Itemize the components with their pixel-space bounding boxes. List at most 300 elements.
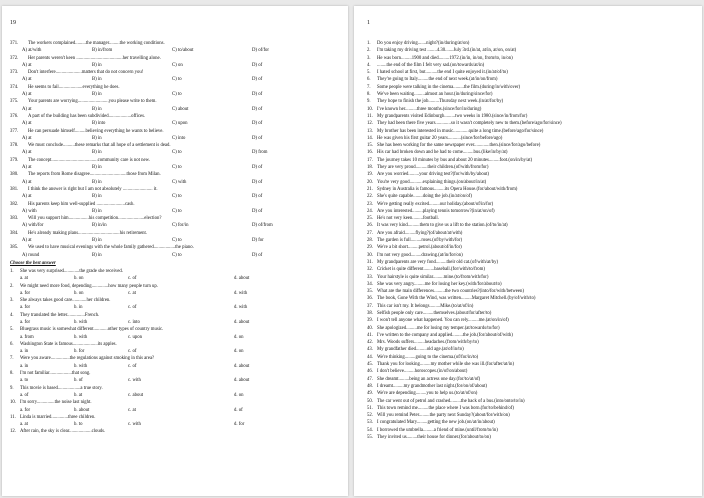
question-number: 53. (367, 420, 373, 426)
answer-option: a. for (20, 319, 31, 325)
question-text: He's not very keen.........football. (377, 216, 439, 222)
question-text: My grandfather died.........old age.(at/of/in/to) (377, 347, 464, 353)
question-number: 5. (367, 70, 371, 76)
question-row (367, 128, 697, 135)
answer-option: D) of (252, 121, 263, 127)
answer-options (10, 392, 344, 399)
question-row (367, 171, 697, 178)
question-number: 31. (367, 259, 373, 265)
question-number: 1. (367, 41, 371, 46)
question-row (10, 399, 344, 406)
question-text: We're are depending.........you to help us.(to/at/of/on) (377, 391, 478, 397)
question-row (367, 419, 697, 426)
question-text: We're thinking.........going to the cinema.(of/for/in/to) (377, 354, 479, 360)
question-row (367, 274, 697, 281)
question-number: 36. (367, 296, 373, 302)
question-row (367, 215, 697, 222)
answer-option: c. of (128, 349, 137, 355)
question-row (10, 84, 344, 91)
question-number: 381. (10, 186, 19, 192)
question-text: He's already making plans...................................his retirement. (28, 230, 148, 236)
question-number: 384. (10, 230, 19, 236)
question-number: 49. (367, 391, 373, 397)
question-text: She was very angry.........me for losing her key.(with/for/about/to) (377, 281, 502, 287)
question-number: 52. (367, 413, 373, 419)
answer-option: D) of/for (252, 48, 270, 54)
question-row (367, 230, 697, 237)
question-row (10, 244, 344, 251)
question-text: Bluegrass music is somewhat different............other types of country music. (20, 327, 164, 333)
question-number: 43. (367, 347, 373, 353)
answer-option: B) in/from (92, 48, 113, 54)
question-row (10, 98, 344, 105)
question-text: I don't believe.........horoscopes.(in/of/on/about) (377, 369, 468, 375)
question-number: 3. (367, 55, 371, 61)
answer-option: A) with (22, 208, 37, 214)
question-number: 14. (367, 135, 373, 141)
question-text: My brother has been interested in music.............quite a long time.(before/ago/for/since) (377, 128, 544, 134)
question-number: 48. (367, 383, 373, 389)
question-text: They are very proud..........their children.(of/with/from/for) (377, 165, 489, 171)
question-row (367, 179, 697, 186)
question-number: 30. (367, 252, 373, 258)
question-text: Were you aware................the regulations against smoking in this area? (20, 356, 155, 362)
question-number: 372. (10, 55, 19, 61)
question-text: After rain, the sky is clear...................clouds. (20, 429, 106, 435)
question-number: 10. (10, 400, 16, 406)
question-number: 38. (367, 310, 373, 316)
answer-option: b. in (74, 305, 83, 311)
question-number: 46. (367, 369, 373, 375)
question-row (367, 164, 697, 171)
answer-option: B) in (92, 194, 102, 200)
answer-option: A) at (22, 62, 32, 68)
answer-option: d. with (234, 290, 248, 296)
question-row (367, 47, 697, 54)
question-row (10, 326, 344, 333)
answer-option: B) in (92, 179, 102, 185)
question-number: 27. (367, 230, 373, 236)
question-number: 12. (10, 429, 16, 435)
question-text: His car had broken down and he had to come.........bus.(like/in/by/at) (377, 150, 508, 156)
question-number: 24. (367, 208, 373, 214)
answer-option: A) at (22, 135, 32, 141)
answer-option: B) in (92, 252, 102, 258)
page-number: 19 (10, 20, 16, 26)
question-number: 15. (367, 143, 373, 149)
question-number: 34. (367, 281, 373, 287)
question-row (367, 106, 697, 113)
question-text: You're very good...........explaining things.(on/about/in/at) (377, 179, 487, 185)
question-row (10, 428, 344, 435)
answer-option: D) of (252, 135, 263, 141)
question-number: 375. (10, 99, 19, 105)
answer-options (10, 334, 344, 341)
answer-option: B) in (92, 238, 102, 244)
answer-option: a. to (20, 378, 29, 384)
answer-options (10, 237, 344, 244)
question-number: 42. (367, 340, 373, 346)
answer-option: B) in (92, 208, 102, 214)
question-number: 23. (367, 201, 373, 207)
answer-option: C) to (172, 194, 182, 200)
question-row (367, 281, 697, 288)
answer-option: D) for (252, 238, 264, 244)
question-row (367, 40, 697, 47)
answer-option: D) of (252, 106, 263, 112)
question-row (10, 40, 344, 47)
answer-option: d. of (234, 407, 243, 413)
answer-option: D) of (252, 92, 263, 98)
question-number: 6. (367, 77, 371, 83)
question-row (10, 268, 344, 275)
question-row (367, 288, 697, 295)
question-number: 6. (10, 341, 14, 347)
answer-option: D) of (252, 208, 263, 214)
question-text: This car isn't my. It belongs.........Mike.(to/at/of/in) (377, 303, 474, 309)
question-text: She's quite capable........doing the job.(in/at/on/of) (377, 194, 472, 200)
question-row (10, 385, 344, 392)
question-text: They had been there five years.............so it wasn't completely new to them.(before/ago/for/since) (377, 121, 562, 127)
answer-option: c. with (128, 422, 141, 428)
question-number: 45. (367, 362, 373, 368)
question-row (367, 201, 697, 208)
question-row (10, 370, 344, 377)
answer-option: d. for (234, 422, 245, 428)
question-row (10, 341, 344, 348)
question-number: 25. (367, 216, 373, 222)
answer-option: D) from (252, 150, 268, 156)
question-row (367, 142, 697, 149)
answer-options (10, 208, 344, 215)
answer-option: B) into (92, 121, 106, 127)
answer-option: a. in (20, 363, 29, 369)
question-number: 50. (367, 398, 373, 404)
answer-option: b. with (74, 363, 88, 369)
answer-option: A) at (22, 194, 32, 200)
answer-option: d. about (234, 363, 250, 369)
question-number: 3. (10, 298, 14, 304)
question-text: Are you afraid.........flying?(of/about/at/with) (377, 230, 463, 236)
question-row (10, 157, 344, 164)
question-number: 8. (10, 371, 14, 377)
question-number: 371. (10, 41, 19, 46)
answer-options (10, 91, 344, 98)
question-text: The reports from Rome disagree...............................those from Milan. (28, 172, 161, 178)
answer-option: A) at (22, 238, 32, 244)
right-question-list (367, 40, 697, 441)
answer-option: B) in (92, 106, 102, 112)
question-number: 13. (367, 128, 373, 134)
question-row (367, 186, 697, 193)
question-number: 2. (367, 48, 371, 54)
question-text: I've known her..........three months.(since/for/in/during) (377, 106, 482, 112)
answer-options (10, 304, 344, 311)
question-row (10, 69, 344, 76)
answer-option: A) with/for (22, 223, 44, 229)
answer-option: B) in (92, 62, 102, 68)
answer-option: d. on (234, 392, 244, 398)
question-row (367, 135, 697, 142)
section-title: Choose the best answer (10, 260, 56, 266)
answer-options (10, 62, 344, 69)
answer-option: A) at (22, 92, 32, 98)
answer-option: b. for (74, 349, 85, 355)
question-text: What are the main differences.........the two countries?(into/for/with/between) (377, 289, 524, 295)
question-number: 21. (367, 186, 373, 192)
answer-option: B) in (92, 92, 102, 98)
answer-option: d. about (234, 378, 250, 384)
question-number: 26. (367, 223, 373, 229)
question-number: 376. (10, 113, 19, 119)
question-text: Sydney in Australia is famous.........its Opera House.(for/about/with/from) (377, 186, 518, 192)
question-text: We've been waiting.........almost an hour.(in/during/since/for) (377, 92, 493, 98)
question-number: 47. (367, 376, 373, 382)
question-number: 39. (367, 318, 373, 324)
answer-options (10, 275, 344, 282)
answer-options (10, 179, 344, 186)
question-row (10, 283, 344, 290)
question-row (367, 55, 697, 62)
answer-option: a. from (20, 334, 34, 340)
answer-options (10, 47, 344, 54)
question-number: 19. (367, 172, 373, 178)
question-number: 11. (367, 113, 373, 119)
answer-option: a. at (20, 422, 28, 428)
answer-options (10, 135, 344, 142)
answer-options (10, 149, 344, 156)
question-row (367, 237, 697, 244)
answer-option: D) of (252, 252, 263, 258)
question-row (367, 149, 697, 156)
answer-option: c. at (128, 290, 136, 296)
question-row (367, 266, 697, 273)
question-text: I borrowed the umbrella.........a friend of mine.(until/from/to/in) (377, 427, 498, 433)
question-number: 40. (367, 325, 373, 331)
question-row (10, 55, 344, 62)
question-text: They invited us.........their house for dinner.(for/about/to/on) (377, 435, 491, 441)
question-row (367, 427, 697, 434)
answer-options (10, 377, 344, 384)
question-row (10, 230, 344, 237)
answer-option: C) to (172, 238, 182, 244)
answer-option: a. for (20, 305, 31, 311)
answer-option: D) of/from (252, 223, 273, 229)
answer-option: A) at (22, 77, 32, 83)
right-page (354, 6, 702, 496)
question-text: I think the answer is right but I am not absolutely ......................... it. (28, 186, 158, 192)
question-number: 5. (10, 327, 14, 333)
question-row (367, 157, 697, 164)
answer-options (10, 106, 344, 113)
answer-option: C) about (172, 106, 189, 112)
answer-options (10, 164, 344, 171)
question-number: 377. (10, 128, 19, 134)
question-text: Will you support him.................his competition......................election? (28, 216, 162, 222)
question-row (367, 252, 697, 259)
question-row (367, 193, 697, 200)
question-row (10, 215, 344, 222)
answer-option: d. on (234, 334, 244, 340)
question-number: 20. (367, 179, 373, 185)
question-number: 379. (10, 157, 19, 163)
question-number: 16. (367, 150, 373, 156)
question-text: Her parents weren't keen .......................................her travelling alone. (28, 55, 161, 61)
answer-option: c. into (128, 319, 140, 325)
question-text: I'm not very good.........drawing.(at/in/for/on) (377, 252, 463, 258)
question-number: 382. (10, 201, 19, 207)
question-text: Selfish people only care.........themselves.(about/for/after/to) (377, 310, 492, 316)
question-row (367, 361, 697, 368)
question-row (10, 171, 344, 178)
question-number: 2. (10, 283, 14, 289)
answer-option: a. in (20, 349, 29, 355)
question-text: She apologized.........me for losing my temper.(at/towards/to/for) (377, 325, 500, 331)
question-number: 11. (10, 414, 16, 420)
question-row (367, 120, 697, 127)
question-text: The concept.......................................community care is not new. (28, 157, 150, 163)
question-row (367, 390, 697, 397)
question-row (367, 325, 697, 332)
question-text: My grandparents are very fond.........their old cat.(of/with/at/by) (377, 259, 499, 265)
question-row (367, 303, 697, 310)
question-row (367, 244, 697, 251)
answer-options (10, 319, 344, 326)
question-text: The garden is full.........roses.(of/by/with/for) (377, 238, 463, 244)
answer-option: A) at (22, 165, 32, 171)
answer-option: b. about (74, 407, 90, 413)
question-text: I'm not familiar...................that song. (20, 371, 91, 377)
question-number: 33. (367, 274, 373, 280)
answer-option: d. with (234, 305, 248, 311)
question-text: I won't tell anyone what happened. You can rely.........me.(at/on/in/of) (377, 318, 509, 324)
question-row (367, 412, 697, 419)
question-number: 29. (367, 245, 373, 251)
question-text: Will you remind Peter.........the party next Sunday?(about/for/with/on) (377, 413, 510, 419)
question-row (367, 98, 697, 105)
question-text: Are you interested.........playing tennis tomorrow?(in/at/on/of) (377, 208, 495, 214)
answer-option: B) in/in (92, 223, 107, 229)
question-number: 1. (10, 268, 14, 274)
answer-option: a. of (20, 392, 29, 398)
answer-option: c. of (128, 363, 137, 369)
question-row (367, 84, 697, 91)
page-number: 1 (367, 20, 370, 26)
question-row (367, 376, 697, 383)
question-number: 380. (10, 172, 19, 178)
answer-option: C) with (172, 179, 187, 185)
answer-option: c. with (128, 378, 141, 384)
question-text: Cricket is quite different.........baseball.(for/with/to/from) (377, 267, 485, 273)
question-row (367, 346, 697, 353)
question-text: Linda is married..............three children. (20, 414, 96, 420)
question-row (367, 310, 697, 317)
answer-options (10, 76, 344, 83)
question-row (367, 354, 697, 361)
question-text: Don't interfere......................matters that do not concern you! (28, 70, 144, 76)
question-text: I hated school at first, but..........the end I quite enjoyed it.(in/at/of/to) (377, 70, 508, 76)
question-text: They translated the letter...............French. (20, 312, 100, 318)
question-row (367, 222, 697, 229)
question-number: 4. (367, 62, 371, 68)
question-text: I'm sorry...............the noise last night. (20, 400, 92, 406)
question-number: 28. (367, 238, 373, 244)
answer-option: b. with (74, 319, 88, 325)
answer-option: D) of (252, 165, 263, 171)
question-text: We're a bit short.........petrol.(about/of/in/for) (377, 245, 462, 251)
answer-option: A) at (22, 106, 32, 112)
answer-option: d. about (234, 276, 250, 282)
question-text: Your parents are worrying..........................you please write to them. (28, 99, 157, 105)
question-text: We might need more food, depending..............how many people turn up. (20, 283, 158, 289)
question-number: 55. (367, 435, 373, 441)
question-row (367, 398, 697, 405)
question-text: I dreamt.........my grandmother last night.(for/on/of/about) (377, 383, 488, 389)
question-text: His parents keep him well-supplied ........................cash. (28, 201, 135, 207)
question-text: ........the end of the film I felt very sad.(on/towards/at/in) (377, 62, 485, 68)
question-text: Mrs. Woods suffers.........headaches.(from/with/by/to) (377, 340, 479, 346)
question-number: 35. (367, 289, 373, 295)
question-text: She always takes good care............her children. (20, 298, 111, 304)
answer-option: b. at (74, 392, 83, 398)
answer-options (10, 120, 344, 127)
question-text: The workers complained.........the manager.........the working conditions. (28, 41, 165, 46)
question-text: She has been working for the same newspaper ever.............then.(since/for/ago/before) (377, 143, 541, 149)
question-row (367, 332, 697, 339)
question-text: The book, Gone With the Wind, was written.........Margaret Mitchell.(by/of/with/to) (377, 296, 536, 302)
question-text: He can persuade himself.........believing everything he wants to believe. (28, 128, 164, 134)
question-text: We used to have musical evenings with the whole family gathered..................the piano. (28, 245, 194, 251)
answer-options (10, 348, 344, 355)
answer-options (10, 193, 344, 200)
answer-option: c. of (128, 276, 137, 282)
question-text: He seems to fail....................everything he does. (28, 84, 120, 90)
question-number: 12. (367, 121, 373, 127)
answer-option: C) to (172, 150, 182, 156)
answer-option: a. for (20, 290, 31, 296)
question-row (367, 76, 697, 83)
answer-option: C) to (172, 208, 182, 214)
answer-option: b. to (74, 422, 83, 428)
question-row (367, 339, 697, 346)
answer-option: b. of (74, 378, 83, 384)
question-number: 32. (367, 267, 373, 273)
answer-option: b. with (74, 334, 88, 340)
question-number: 54. (367, 427, 373, 433)
question-row (10, 297, 344, 304)
answer-option: c. upon (128, 334, 142, 340)
answer-option: A) at (22, 179, 32, 185)
question-number: 44. (367, 354, 373, 360)
question-text: This movie is based...................a true story. (20, 385, 103, 391)
question-text: Your hairstyle is quite similar.........mine.(to/from/with/for) (377, 274, 489, 280)
answer-option: C) to (172, 165, 182, 171)
question-number: 378. (10, 143, 19, 149)
question-row (367, 317, 697, 324)
question-text: It was very kind..........them to give us a lift to the station.(of/to/in/at) (377, 223, 508, 229)
question-number: 22. (367, 194, 373, 200)
answer-option: B) in (92, 165, 102, 171)
answer-option: B) in (92, 77, 102, 83)
question-row (367, 368, 697, 375)
question-row (367, 69, 697, 76)
answer-option: b. on (74, 290, 84, 296)
answer-option: C) on (172, 62, 183, 68)
left-page (2, 6, 348, 496)
answer-option: A) at (22, 150, 32, 156)
question-text: We must conclude..........these remarks that all hope of a settlement is dead. (28, 143, 171, 149)
question-text: This town remind me.........the place where I was born.(for/to/behind/of) (377, 405, 514, 411)
